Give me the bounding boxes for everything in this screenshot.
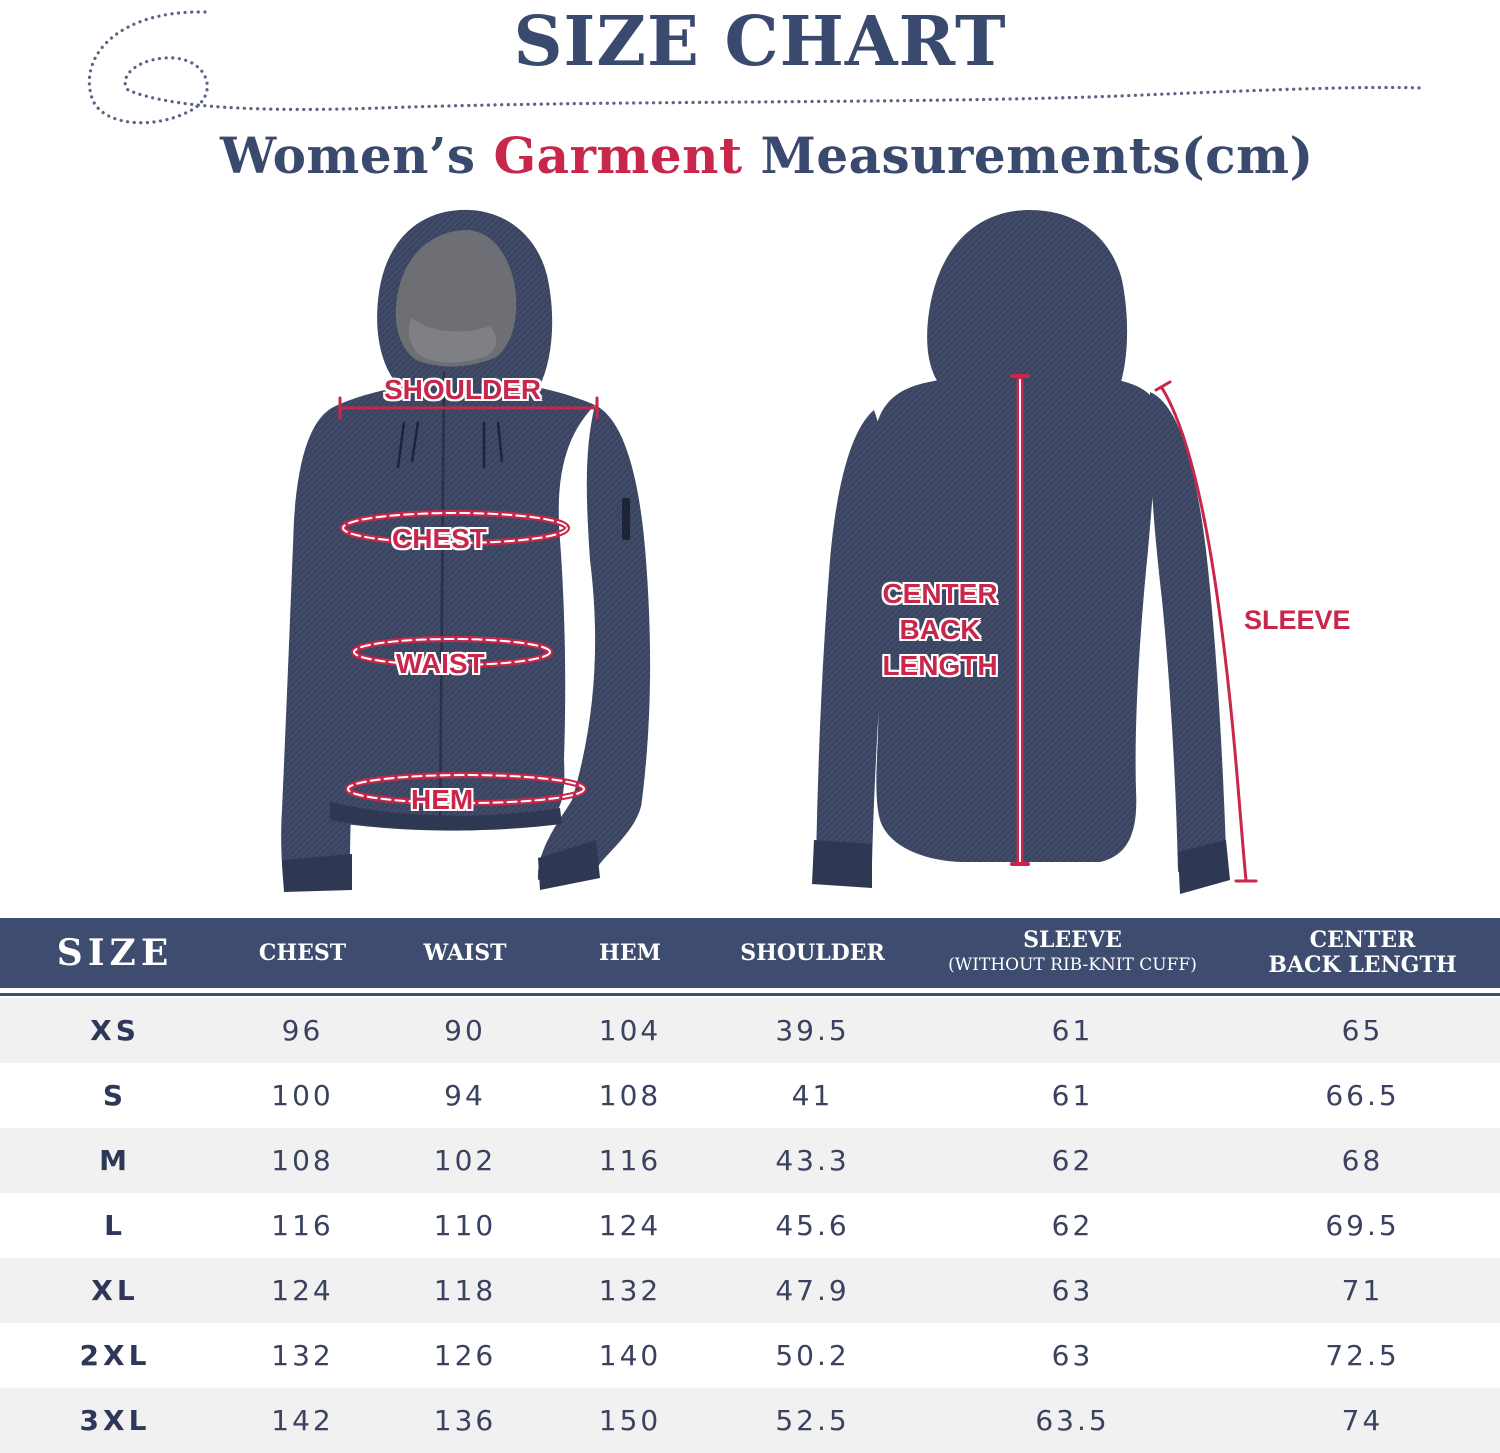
header-shoulder: SHOULDER — [740, 939, 885, 966]
header-cbl-line-1: CENTER — [1309, 927, 1416, 953]
header-center-back-length — [1225, 918, 1500, 988]
table-header — [0, 918, 1500, 988]
page-subtitle — [220, 126, 1314, 185]
cell-shoulder: 50.2 — [775, 1339, 850, 1372]
table-row — [0, 1128, 1500, 1193]
header-cbl-line-2: BACK LENGTH — [1268, 952, 1457, 978]
size-table — [0, 918, 1500, 1453]
cell-hem: 140 — [598, 1339, 662, 1372]
cell-waist: 90 — [444, 1014, 486, 1047]
cell-shoulder: 45.6 — [775, 1209, 850, 1242]
cell-sleeve: 61 — [1051, 1079, 1094, 1112]
cell-chest: 108 — [271, 1144, 334, 1177]
cell-waist: 110 — [433, 1209, 497, 1242]
header-size: SIZE — [56, 931, 174, 974]
cell-waist: 118 — [433, 1274, 497, 1307]
cell-center-back-length: 69.5 — [1325, 1209, 1400, 1242]
cell-waist: 102 — [433, 1144, 497, 1177]
cell-size: L — [104, 1209, 126, 1242]
cell-chest: 132 — [271, 1339, 334, 1372]
label-center-line-1: CENTER — [882, 578, 998, 609]
table-row — [0, 1063, 1500, 1128]
label-sleeve: SLEEVE — [1244, 605, 1351, 635]
cell-chest: 142 — [271, 1404, 334, 1437]
cell-hem: 124 — [598, 1209, 662, 1242]
table-body — [0, 988, 1500, 1453]
label-center-line-3: LENGTH — [882, 650, 998, 681]
cell-chest: 124 — [271, 1274, 334, 1307]
measurement-diagram — [0, 200, 1500, 910]
label-center-line-2: BACK — [899, 614, 981, 645]
cell-sleeve: 63 — [1051, 1339, 1094, 1372]
header-sleeve-label: SLEEVE — [1023, 927, 1122, 953]
header-hem: HEM — [599, 939, 661, 966]
cell-hem: 150 — [598, 1404, 662, 1437]
cell-shoulder: 39.5 — [775, 1014, 850, 1047]
label-center-back-length — [860, 576, 1020, 684]
table-row — [0, 1323, 1500, 1388]
cell-chest: 96 — [281, 1014, 324, 1047]
label-waist: WAIST — [396, 648, 485, 679]
header-divider — [0, 988, 1500, 998]
label-shoulder: SHOULDER — [384, 374, 542, 405]
cell-sleeve: 63 — [1051, 1274, 1094, 1307]
cell-center-back-length: 68 — [1341, 1144, 1384, 1177]
cell-size: XS — [90, 1014, 140, 1047]
cell-shoulder: 43.3 — [775, 1144, 850, 1177]
header-sleeve — [920, 918, 1225, 988]
header-waist: WAIST — [423, 939, 507, 966]
cell-size: 3XL — [79, 1404, 151, 1437]
cell-waist: 136 — [433, 1404, 497, 1437]
cell-center-back-length: 65 — [1341, 1014, 1384, 1047]
label-hem: HEM — [411, 784, 474, 815]
cell-hem: 104 — [598, 1014, 662, 1047]
cell-center-back-length: 71 — [1341, 1274, 1384, 1307]
page-title: SIZE CHART — [513, 2, 1007, 82]
cell-shoulder: 41 — [791, 1079, 834, 1112]
cell-hem: 132 — [598, 1274, 662, 1307]
cell-shoulder: 47.9 — [775, 1274, 850, 1307]
cell-hem: 116 — [598, 1144, 662, 1177]
cell-waist: 126 — [433, 1339, 497, 1372]
cell-waist: 94 — [444, 1079, 486, 1112]
cell-chest: 116 — [271, 1209, 334, 1242]
cell-center-back-length: 72.5 — [1325, 1339, 1400, 1372]
cell-sleeve: 62 — [1051, 1144, 1094, 1177]
cell-size: S — [102, 1079, 128, 1112]
cell-sleeve: 61 — [1051, 1014, 1094, 1047]
label-chest: CHEST — [392, 523, 487, 554]
table-row — [0, 1258, 1500, 1323]
cell-size: XL — [91, 1274, 139, 1307]
cell-center-back-length: 74 — [1341, 1404, 1384, 1437]
table-row — [0, 1193, 1500, 1258]
table-row — [0, 998, 1500, 1063]
header-chest: CHEST — [258, 939, 347, 966]
cell-sleeve: 62 — [1051, 1209, 1094, 1242]
cell-hem: 108 — [598, 1079, 662, 1112]
table-row — [0, 1388, 1500, 1453]
header — [0, 0, 1500, 200]
cell-center-back-length: 66.5 — [1325, 1079, 1400, 1112]
subtitle-accent: Garment — [493, 126, 743, 185]
header-sleeve-note: (WITHOUT RIB-KNIT CUFF) — [948, 955, 1197, 975]
cell-chest: 100 — [271, 1079, 334, 1112]
cell-shoulder: 52.5 — [775, 1404, 850, 1437]
cell-sleeve: 63.5 — [1035, 1404, 1110, 1437]
cell-size: M — [99, 1144, 131, 1177]
subtitle-part-1: Women’s — [220, 126, 494, 185]
subtitle-part-2: Measurements(cm) — [742, 126, 1314, 185]
cell-size: 2XL — [79, 1339, 151, 1372]
